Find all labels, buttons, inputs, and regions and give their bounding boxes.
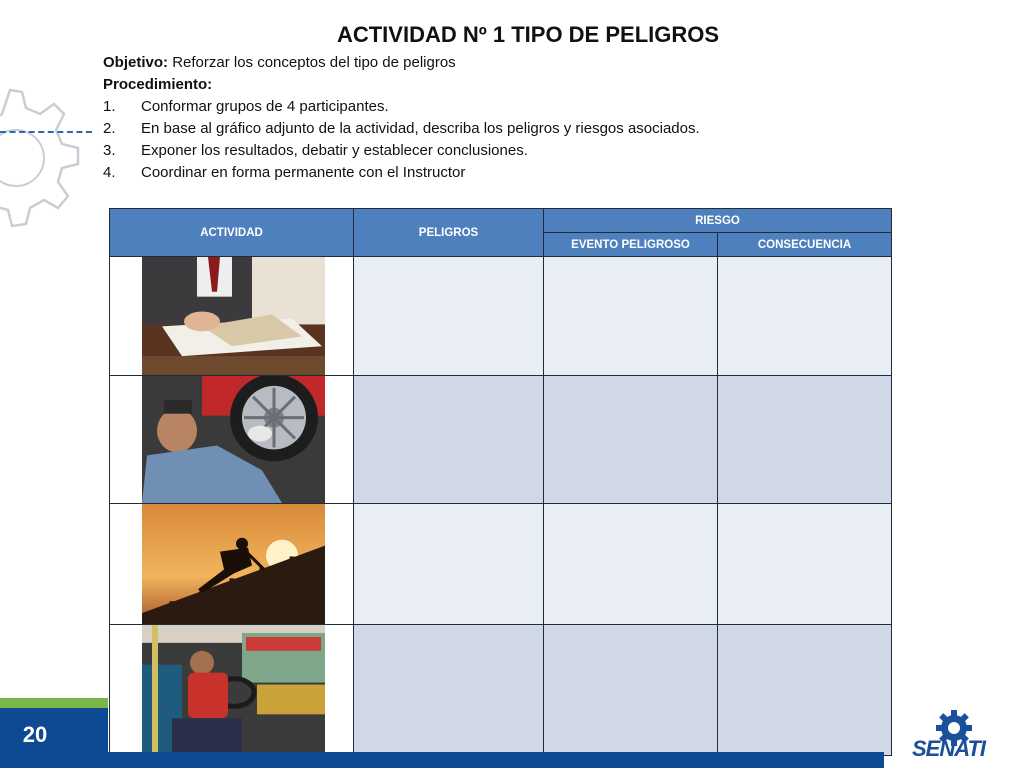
evento-peligroso-cell[interactable] xyxy=(544,257,718,376)
consecuencia-cell[interactable] xyxy=(718,625,892,756)
gear-outline-decoration xyxy=(0,80,80,280)
dashed-decoration-line xyxy=(0,131,92,133)
evento-peligroso-cell[interactable] xyxy=(544,504,718,625)
header-riesgo: RIESGO xyxy=(544,209,892,233)
step-number: 3. xyxy=(103,142,116,159)
instructions-block xyxy=(103,52,863,184)
evento-peligroso-cell[interactable] xyxy=(544,625,718,756)
footer-green-strip xyxy=(0,698,108,708)
procedure-label: Procedimiento: xyxy=(103,76,213,93)
office-desk-worker-photo xyxy=(142,257,325,375)
header-consecuencia: CONSECUENCIA xyxy=(718,233,892,257)
objective-text: Reforzar los conceptos del tipo de peligros xyxy=(172,54,456,71)
procedure-step xyxy=(103,140,863,162)
actividad-cell xyxy=(110,257,354,376)
procedure-step xyxy=(103,118,863,140)
slide-title: ACTIVIDAD Nº 1 TIPO DE PELIGROS xyxy=(336,22,720,47)
step-text: En base al gráfico adjunto de la actividad, describa los peligros y riesgos asociados. xyxy=(141,120,700,137)
table-row xyxy=(110,257,892,376)
consecuencia-cell[interactable] xyxy=(718,504,892,625)
bus-driver-photo xyxy=(142,625,325,755)
consecuencia-cell[interactable] xyxy=(718,257,892,376)
peligros-cell[interactable] xyxy=(354,376,544,504)
consecuencia-cell[interactable] xyxy=(718,376,892,504)
procedure-step xyxy=(103,96,863,118)
roof-worker-sunset-photo xyxy=(142,504,325,624)
objective-label: Objetivo: xyxy=(103,54,169,71)
actividad-cell xyxy=(110,376,354,504)
step-text: Conformar grupos de 4 participantes. xyxy=(141,98,389,115)
actividad-cell xyxy=(110,504,354,625)
actividad-cell xyxy=(110,625,354,756)
objective-line xyxy=(103,52,863,74)
table-row xyxy=(110,504,892,625)
table-row xyxy=(110,376,892,504)
peligros-cell[interactable] xyxy=(354,504,544,625)
hazards-table xyxy=(109,208,892,756)
header-peligros: PELIGROS xyxy=(354,209,544,257)
footer-blue-bar xyxy=(108,752,884,768)
step-text: Exponer los resultados, debatir y establecer conclusiones. xyxy=(141,142,528,159)
step-number: 2. xyxy=(103,120,116,137)
table-row xyxy=(110,625,892,756)
step-text: Coordinar en forma permanente con el Instructor xyxy=(141,164,466,181)
senati-logo-text: SENATI xyxy=(912,736,986,761)
peligros-cell[interactable] xyxy=(354,257,544,376)
step-number: 1. xyxy=(103,98,116,115)
header-evento-peligroso: EVENTO PELIGROSO xyxy=(544,233,718,257)
peligros-cell[interactable] xyxy=(354,625,544,756)
step-number: 4. xyxy=(103,164,116,181)
header-actividad: ACTIVIDAD xyxy=(110,209,354,257)
mechanic-tire-photo xyxy=(142,376,325,503)
evento-peligroso-cell[interactable] xyxy=(544,376,718,504)
page-number: 20 xyxy=(22,722,48,747)
procedure-step xyxy=(103,162,863,184)
